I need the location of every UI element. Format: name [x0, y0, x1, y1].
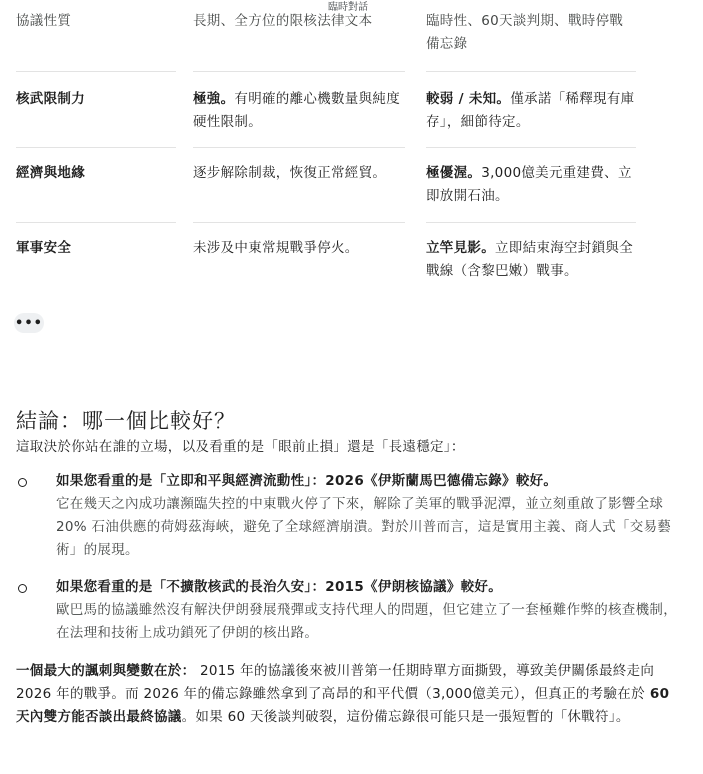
bullet-title: 如果您看重的是「立即和平與經濟流動性」：2026《伊斯蘭馬巴德備忘錄》較好。 [56, 473, 558, 489]
cell-2015: 未涉及中東常規戰爭停火。 [193, 240, 359, 256]
cell-2015: 長期、全方位的限核法律文本 [193, 13, 373, 29]
row-header: 協議性質 [16, 13, 72, 29]
divider [426, 222, 636, 223]
intro-text: 這取決於你站在誰的立場，以及看重的是「眼前止損」還是「長遠穩定」： [16, 439, 465, 455]
row-header: 軍事安全 [16, 240, 72, 256]
divider [193, 71, 405, 72]
divider [16, 71, 176, 72]
cell-2026: 極優渥。3,000億美元重建費、立即放開石油。 [426, 165, 632, 204]
divider [193, 147, 405, 148]
divider [16, 222, 176, 223]
cell-2026: 較弱 / 未知。僅承諾「稀釋現有庫存」，細節待定。 [426, 91, 635, 130]
divider [16, 147, 176, 148]
row-header: 核武限制力 [16, 91, 85, 107]
cell-2026: 立竿見影。立即結束海空封鎖與全戰線（含黎巴嫩）戰事。 [426, 240, 633, 279]
section-heading: 結論：哪一個比較好？ [16, 409, 236, 434]
divider [426, 71, 636, 72]
cell-2015: 極強。有明確的離心機數量與純度硬性限制。 [193, 91, 401, 130]
bullet-title: 如果您看重的是「不擴散核武的長治久安」：2015《伊朗核協議》較好。 [56, 579, 503, 595]
bullet-body: 它在幾天之內成功讓瀕臨失控的中東戰火停了下來，解除了美軍的戰爭泥潭，並立刻重啟了影響全球 20% 石油供應的荷姆茲海峽，避免了全球經濟崩潰。對於川普而言，這是實用主義、商人式「交易藝術」的展現。 [56, 496, 672, 558]
bullet-body: 歐巴馬的協議雖然沒有解決伊朗發展飛彈或支持代理人的問題，但它建立了一套極難作弊的核查機制，在法理和技術上成功鎖死了伊朗的核出路。 [56, 602, 677, 641]
row-header: 經濟與地緣 [16, 165, 85, 181]
list-item [56, 470, 688, 562]
bullet-icon [18, 584, 27, 593]
divider [193, 222, 405, 223]
cell-2026: 臨時性、60天談判期、戰時停戰備忘錄 [426, 13, 624, 52]
cell-2015: 逐步解除制裁，恢復正常經貿。 [193, 165, 387, 181]
tooltip: 臨時對話 [328, 2, 368, 13]
list-item [56, 576, 688, 645]
closing-paragraph: 一個最大的諷刺與變數在於： 2015 年的協議後來被川普第一任期時單方面撕毀，導致美伊關係最終走向 2026 年的戰爭。而 2026 年的備忘錄雖然拿到了高昂的和平代價（3,000億美元），但真正的考驗在於 60 天內雙方能否談出最終協議。如果 60 天後談判破裂，這份備忘錄很可能只是一張短暫的「休戰符」。 [16, 663, 670, 725]
divider [426, 147, 636, 148]
bullet-icon [18, 478, 27, 487]
more-button[interactable]: ••• [14, 313, 44, 333]
